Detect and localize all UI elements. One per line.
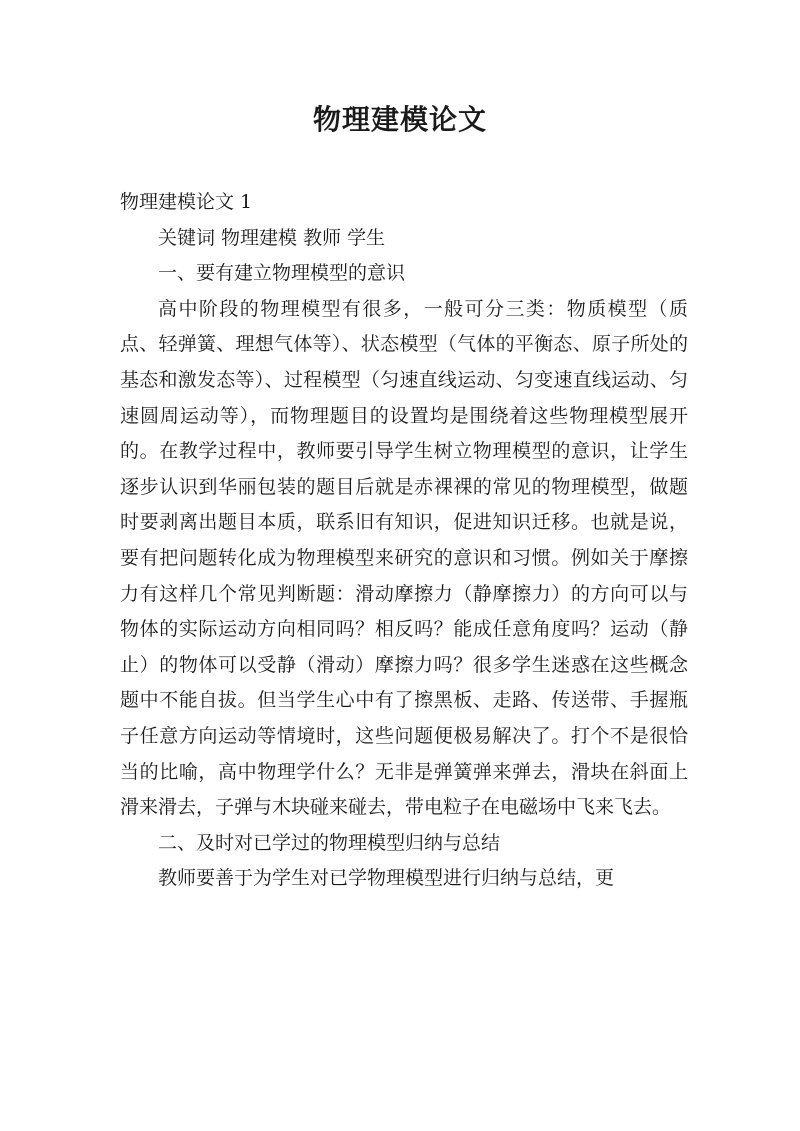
keywords-line: 关键词 物理建模 教师 学生 <box>158 226 386 249</box>
section-1-paragraph: 高中阶段的物理模型有很多，一般可分三类：物质模型（质点、轻弹簧、理想气体等）、状态模型（气体的平衡态、原子所处的基态和激发态等）、过程模型（匀速直线运动、匀变速直线运动、匀速圆周运动等），而物理题目的设置均是围绕着这些物理模型展开的。在教学过程中，教师要引导学生树立物理模型的意识，让学生逐步认识到华丽包装的题目后就是赤裸裸的常见的物理模型，做题时要剥离出题目本质，联系旧有知识，促进知识迁移。也就是说，要有把问题转化成为物理模型来研究的意识和习惯。例如关于摩擦力有这样几个常见判断题：滑动摩擦力（静摩擦力）的方向可以与物体的实际运动方向相同吗？相反吗？能成任意角度吗？运动（静止）的物体可以受静（滑动）摩擦力吗？很多学生迷惑在这些概念题中不能自拔。但当学生心中有了擦黑板、走路、传送带、手握瓶子任意方向运动等情境时，这些问题便极易解决了。打个不是很恰当的比喻，高中物理学什么？无非是弹簧弹来弹去，滑块在斜面上滑来滑去，子弹与木块碰来碰去，带电粒子在电磁场中飞来飞去。 <box>120 297 688 819</box>
section-2-heading: 二、及时对已学过的物理模型归纳与总结 <box>158 831 501 854</box>
document-body <box>120 185 688 897</box>
section-2-paragraph: 教师要善于为学生对已学物理模型进行归纳与总结，更 <box>158 867 615 890</box>
document-title: 物理建模论文 <box>312 103 487 136</box>
document-subtitle: 物理建模论文 1 <box>120 191 253 213</box>
section-1-heading: 一、要有建立物理模型的意识 <box>158 262 406 285</box>
